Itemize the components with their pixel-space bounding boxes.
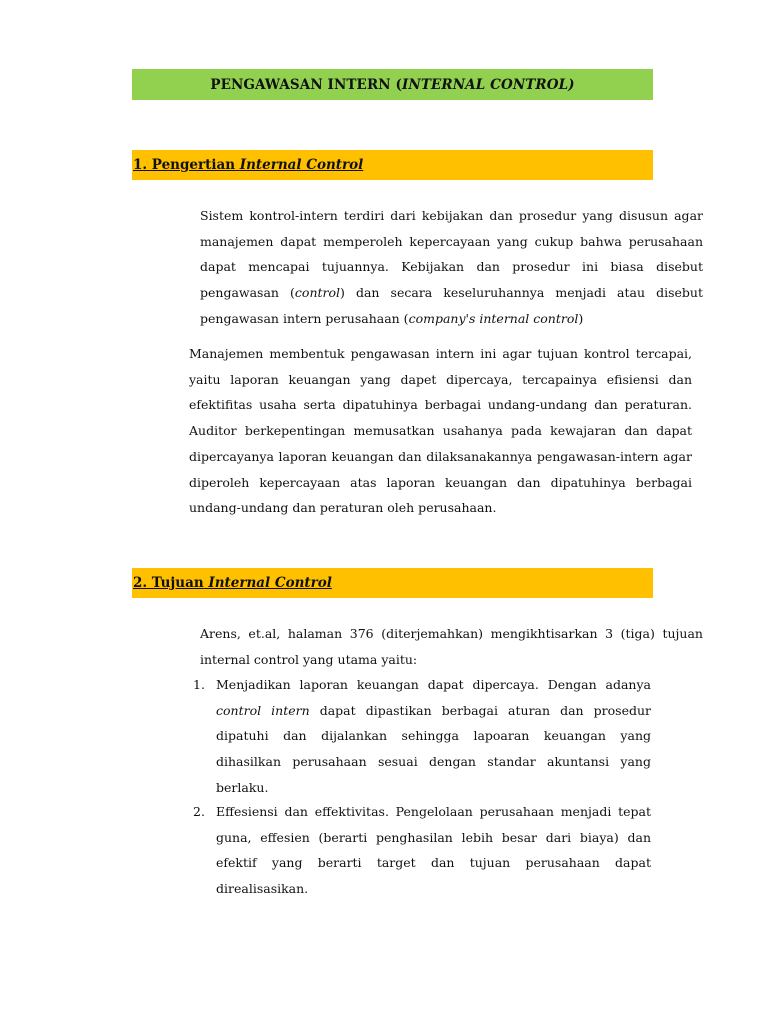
list-number: 2.: [193, 804, 205, 819]
list-number: 1.: [193, 677, 205, 692]
item1-italic: control intern: [216, 702, 310, 718]
item1-text-1: Menjadikan laporan keuangan dapat dipercaya. Dengan adanya: [216, 677, 651, 692]
section1-paragraph-2: Manajemen membentuk pengawasan intern ini agar tujuan kontrol tercapai, yaitu laporan keuangan yang dapet dipercaya, tercapainya efisiensi dan efektifitas usaha serta dipatuhinya berbagai undang-undang dan peraturan. Auditor berkepentingan memusatkan usahanya pada kewajaran dan dapat dipercayanya laporan keuangan dan dilaksanakannya pengawasan-intern agar diperoleh kepercayaan atas laporan keuangan dan dipatuhinya berbagai undang-undang dan peraturan oleh perusahaan.: [189, 346, 692, 516]
para1-italic-2: company's internal control: [408, 310, 579, 326]
title-italic: INTERNAL CONTROL): [402, 76, 575, 93]
section2-italic: Internal Control: [208, 575, 332, 591]
para1-italic-1: control: [294, 285, 341, 301]
section-heading-1: [132, 150, 653, 180]
section-heading-2: [132, 568, 653, 598]
item1-text-2: dapat dipastikan berbagai aturan dan prosedur dipatuhi dan dijalankan sehingga lapoaran keuangan yang dihasilkan perusahaan sesuai dengan standar akuntansi yang berlaku.: [216, 702, 651, 795]
para1-text-1: Sistem kontrol-intern terdiri dari kebijakan dan prosedur yang disusun agar manajemen dapat memperoleh kepercayaan yang cukup bahwa perusahaan dapat mencapai tujuannya. Kebijakan dan prosedur ini biasa disebut pengawasan (: [200, 208, 703, 301]
section2-number: 2. Tujuan: [133, 575, 204, 591]
list-item: [193, 799, 651, 902]
document-title: [132, 69, 653, 100]
section1-italic: Internal Control: [239, 157, 364, 173]
section2-intro: Arens, et.al, halaman 376 (diterjemahkan) mengikhtisarkan 3 (tiga) tujuan internal control yang utama yaitu:: [200, 626, 703, 667]
para1-text-3: ): [578, 310, 584, 326]
list-item: [193, 672, 651, 801]
section1-number: 1. Pengertian: [133, 157, 236, 173]
section1-paragraph-1: [148, 203, 703, 332]
title-main: PENGAWASAN INTERN (: [210, 76, 402, 93]
para1-text-2: ) dan secara keseluruhannya menjadi atau disebut pengawasan intern perusahaan (: [200, 285, 703, 326]
item2-text: Effesiensi dan effektivitas. Pengelolaan perusahaan menjadi tepat guna, effesien (berarti penghasilan lebih besar dari biaya) dan efektif yang berarti target dan tujuan perusahaan dapat direalisasikan.: [216, 804, 651, 897]
